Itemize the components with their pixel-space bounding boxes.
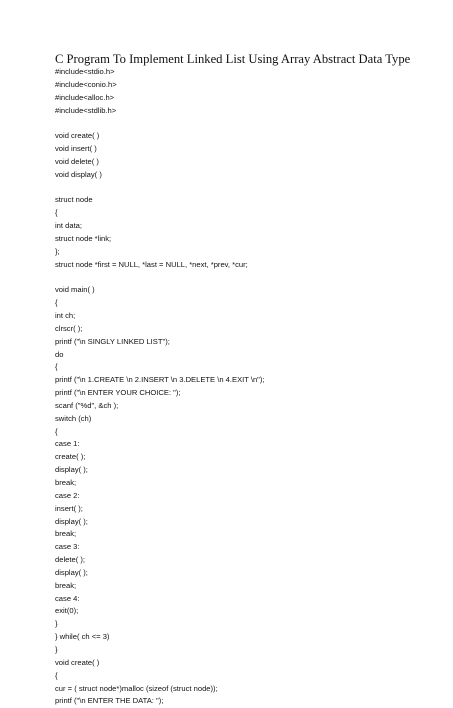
code-line: display( );	[55, 516, 88, 526]
document-title: C Program To Implement Linked List Using Array Abstract Data Type	[55, 52, 411, 66]
code-line: display( );	[55, 465, 88, 475]
code-line: break;	[55, 529, 77, 539]
code-line: printf ("\n ENTER YOUR CHOICE: ");	[55, 388, 181, 398]
code-line: } while( ch <= 3)	[55, 632, 110, 642]
code-line: struct node	[55, 195, 93, 205]
code-line: void create( )	[55, 657, 100, 667]
blank-line	[55, 272, 445, 285]
code-line: {	[55, 362, 58, 372]
code-line: }	[55, 619, 58, 629]
code-line: break;	[55, 580, 77, 590]
blank-line	[55, 117, 445, 130]
code-line: #include<conio.h>	[55, 79, 117, 89]
code-line: delete( );	[55, 555, 85, 565]
code-line: }	[55, 644, 58, 654]
blank-line	[55, 182, 445, 195]
code-line: printf ("\n SINGLY LINKED LIST");	[55, 336, 170, 346]
code-line: case 2:	[55, 490, 80, 500]
code-line: #include<alloc.h>	[55, 92, 115, 102]
code-line: {	[55, 670, 58, 680]
code-line: #include<stdlib.h>	[55, 105, 117, 115]
code-line: printf ("\n 1.CREATE \n 2.INSERT \n 3.DELETE \n 4.EXIT \n");	[55, 375, 265, 385]
code-line: void create( )	[55, 131, 100, 141]
code-line: void insert( )	[55, 144, 97, 154]
code-line: switch (ch)	[55, 413, 92, 423]
code-line: int ch;	[55, 311, 76, 321]
code-line: void delete( )	[55, 156, 99, 166]
code-line: void display( )	[55, 169, 102, 179]
code-line: struct node *link;	[55, 233, 112, 243]
code-line: {	[55, 298, 58, 308]
code-line: do	[55, 349, 64, 359]
code-line: {	[55, 208, 58, 218]
code-line: case 1:	[55, 439, 80, 449]
code-line: case 4:	[55, 593, 80, 603]
code-line: cur = ( struct node*)malloc (sizeof (struct node));	[55, 683, 218, 693]
code-line: display( );	[55, 567, 88, 577]
code-line: break;	[55, 478, 77, 487]
code-line: {	[55, 426, 58, 436]
code-line: struct node *first = NULL, *last = NULL, *next, *prev, *cur;	[55, 259, 248, 269]
code-line: clrscr( );	[55, 323, 83, 333]
code-line: int data;	[55, 221, 83, 231]
code-line: create( );	[55, 452, 86, 462]
code-line: void main( )	[55, 285, 95, 295]
code-line: case 3:	[55, 542, 80, 552]
code-line: #include<stdio.h>	[55, 67, 115, 76]
code-line: exit(0);	[55, 606, 79, 616]
code-line: insert( );	[55, 503, 83, 513]
code-line: scanf ("%d", &ch );	[55, 400, 119, 410]
code-listing	[55, 66, 445, 708]
code-line: };	[55, 246, 60, 256]
code-line: printf ("\n ENTER THE DATA: ");	[55, 696, 164, 706]
